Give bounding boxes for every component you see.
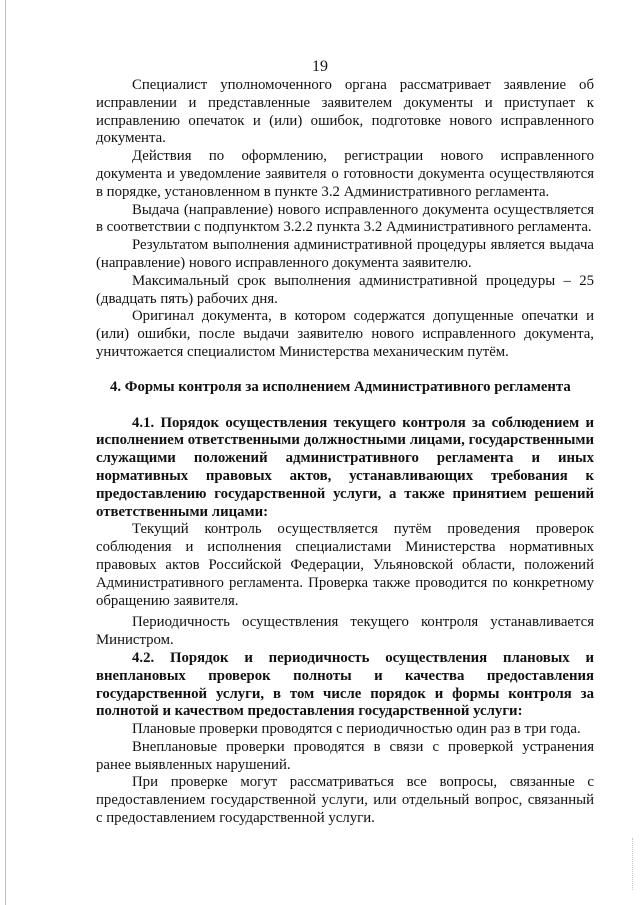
- paragraph: Текущий контроль осуществляется путём проведения проверок соблюдения и исполнения специалистами Министерства нормативных правовых актов Российской Федерации, Ульяновской области, положений Административного регламента. Проверка также проводится по конкретному обращению заявителя.: [96, 521, 594, 609]
- document-body: [96, 77, 594, 828]
- subsection-heading-4-2: 4.2. Порядок и периодичность осуществления плановых и внеплановых проверок полноты и качества предоставления государственной услуги, в том числе порядок и формы контроля за полнотой и качеством предоставления государственной услуги:: [96, 649, 594, 720]
- paragraph: Периодичность осуществления текущего контроля устанавливается Министром.: [96, 614, 594, 649]
- section-heading: 4. Формы контроля за исполнением Административного регламента: [110, 378, 571, 395]
- paragraph: Внеплановые проверки проводятся в связи с проверкой устранения ранее выявленных нарушений.: [96, 738, 594, 773]
- paragraph: Плановые проверки проводятся с периодичностью один раз в три года.: [132, 721, 581, 738]
- paragraph: При проверке могут рассматриваться все вопросы, связанные с предоставлением государственной услуги, или отдельный вопрос, связанный с предоставлением государственной услуги.: [96, 774, 594, 827]
- paragraph: Максимальный срок выполнения административной процедуры – 25 (двадцать пять) рабочих дня.: [96, 272, 594, 307]
- paragraph: Результатом выполнения административной процедуры является выдача (направление) нового исправленного документа заявителю.: [96, 237, 594, 271]
- page-number: 19: [312, 58, 328, 75]
- paragraph: Действия по оформлению, регистрации нового исправленного документа и уведомление заявителя о готовности документа осуществляются в порядке, установленном в пункте 3.2 Административного регламента.: [96, 148, 594, 200]
- paragraph: Выдача (направление) нового исправленного документа осуществляется в соответствии с подпунктом 3.2.2 пункта 3.2 Административного регламента.: [96, 201, 594, 236]
- paragraph: Оригинал документа, в котором содержатся допущенные опечатки и (или) ошибки, после выдачи заявителю нового исправленного документа, уничтожается специалистом Министерства механическим путём.: [96, 308, 594, 360]
- scan-margin-marks: [632, 838, 636, 890]
- scan-edge-line: [5, 0, 6, 905]
- subsection-heading-4-1: 4.1. Порядок осуществления текущего контроля за соблюдением и исполнением ответственными должностными лицами, государственными служащими положений административного регламента и иных нормативных правовых актов, устанавливающих требования к предоставлению государственной услуги, а также принятием решений ответственными лицами:: [96, 414, 594, 520]
- paragraph: Специалист уполномоченного органа рассматривает заявление об исправлении и представленные заявителем документы и приступает к исправлению опечаток и (или) ошибок, подготовке нового исправленного документа.: [96, 77, 594, 147]
